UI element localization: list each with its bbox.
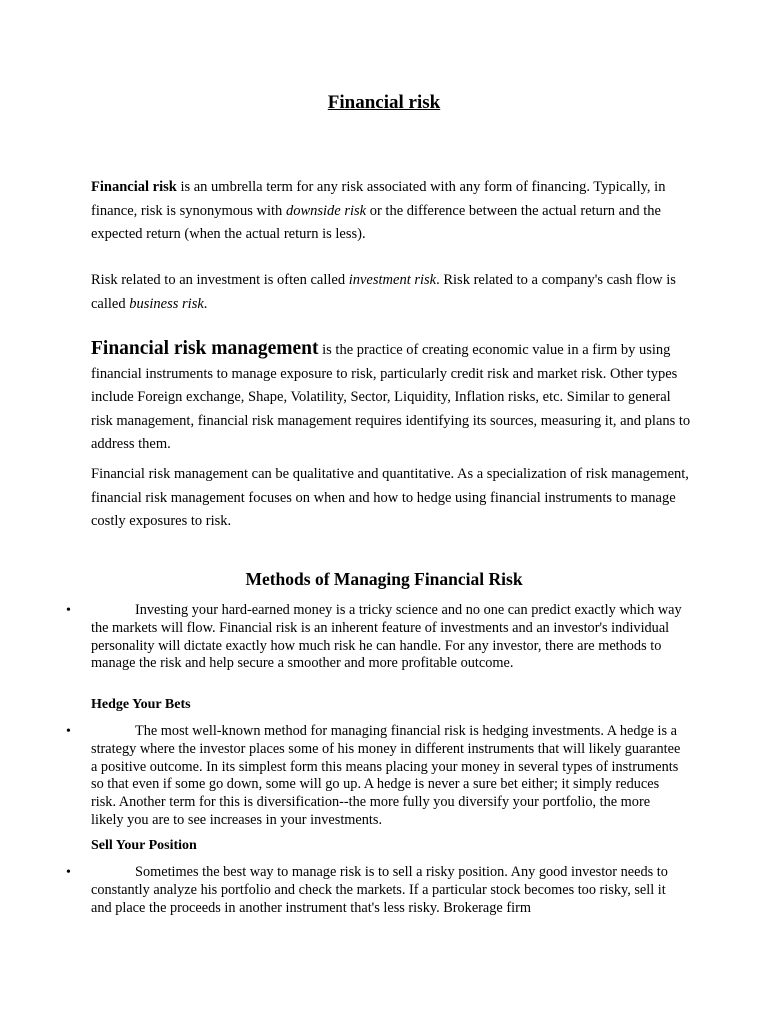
p2-text-3: .: [203, 295, 208, 312]
methods-heading: Methods of Managing Financial Risk: [245, 569, 523, 589]
p1-text-1: is an umbrella term for any risk associated with any form of financing. Typically, in finance, risk is synonymous with: [91, 179, 666, 219]
bullet-dot: •: [66, 724, 71, 739]
paragraph-financial-risk-management: [91, 337, 691, 457]
p3-text-1: is the practice of creating economic value in a firm by using financial instruments to manage exposure to risk, particularly credit risk and market risk. Other types include Foreign exchange, Shape, Volatility, Sector, Liquidity, Inflation risks, etc. Similar to general risk management, financial risk management requires identifying its sources, measuring it, and plans to address them.: [91, 342, 691, 452]
sell-heading: Sell Your Position: [91, 838, 197, 853]
paragraph-qualitative-quantitative: Financial risk management can be qualitative and quantitative. As a specialization of risk management, financial risk management focuses on when and how to hedge using financial instruments to manage costly exposures to risk.: [91, 466, 689, 529]
term-business-risk: business risk: [129, 295, 204, 312]
term-downside-risk: downside risk: [285, 202, 367, 219]
bullet-dot: •: [66, 603, 71, 618]
p2-text-1: Risk related to an investment is often called: [91, 272, 349, 288]
term-financial-risk: Financial risk: [91, 179, 177, 195]
hedge-heading: Hedge Your Bets: [91, 697, 191, 712]
term-financial-risk-management: Financial risk management: [91, 338, 319, 359]
term-investment-risk: investment risk: [348, 272, 437, 288]
p2-text-2: . Risk related to a company's cash flow is called: [91, 272, 676, 312]
bullet-text-intro: Investing your hard-earned money is a tricky science and no one can predict exactly which way the markets will flow. Financial risk is an inherent feature of investments and an investor's individual personality will dictate exactly how much risk he can handle. For any investor, there are methods to manage the risk and help secure a smoother and more profitable outcome.: [91, 602, 682, 672]
paragraph-investment-risk: [91, 269, 691, 316]
bullet-text-hedge: The most well-known method for managing financial risk is hedging investments. A hedge is a strategy where the investor places some of his money in different instruments that will likely guarantee a positive outcome. In its simplest form this means placing your money in several types of instruments so that even if some go down, some will go up. A hedge is never a sure bet either; it simply reduces risk. Another term for this is diversification--the more fully you diversify your portfolio, the more likely you are to see increases in your investments.: [91, 723, 681, 828]
p1-text-2: or the difference between the actual return and the expected return (when the actual return is less).: [91, 202, 661, 242]
bullet-text-sell: Sometimes the best way to manage risk is to sell a risky position. Any good investor needs to constantly analyze his portfolio and check the markets. If a particular stock becomes too risky, sell it and place the proceeds in another instrument that's less risky. Brokerage firm: [91, 864, 668, 916]
document-title: Financial risk: [327, 92, 441, 113]
bullet-dot: •: [66, 865, 71, 880]
paragraph-financial-risk-definition: [91, 176, 691, 247]
